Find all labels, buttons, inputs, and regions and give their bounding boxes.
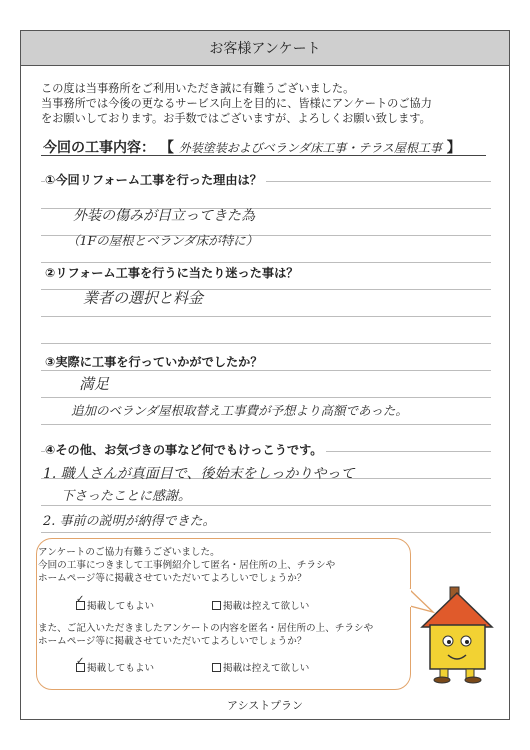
checkbox-checked[interactable]	[76, 663, 85, 672]
work-content-heading	[43, 137, 461, 157]
ruled-line	[41, 370, 491, 371]
q2-option-decline[interactable]	[212, 660, 309, 674]
consent-q1-line: ホームページ等に掲載させていただいてよろしいでしょうか？	[38, 573, 307, 584]
answer-1-line-1: 外装の傷みが目立ってきた為	[73, 208, 255, 224]
consent-q2-line: また、ご記入いただきましたアンケートの内容を匿名・居住所の上、チラシや	[38, 623, 374, 634]
consent-q2	[38, 622, 373, 648]
option-label: 掲載は控えて欲しい	[223, 601, 310, 612]
consent-q1-line: 今回の工事につきまして工事例紹介して匿名・居住所の上、チラシや	[38, 560, 336, 571]
question-4: ④その他、お気づきの事など何でもけっこうです。	[45, 441, 326, 458]
intro-line: 当事務所では今後の更なるサービス向上を目的に、皆様にアンケートのご協力	[41, 97, 432, 110]
page-title: お客様アンケート	[21, 31, 509, 66]
option-label: 掲載は控えて欲しい	[223, 663, 310, 674]
answer-4-line-3: 2. 事前の説明が納得できた。	[43, 514, 216, 529]
bracket-open: 【	[159, 140, 174, 156]
answer-2-line-1: 業者の選択と料金	[83, 289, 204, 307]
option-label: 掲載してもよい	[87, 663, 155, 674]
consent-q2-line: ホームページ等に掲載させていただいてよろしいでしょうか？	[38, 636, 307, 647]
checkbox-unchecked[interactable]	[212, 601, 221, 610]
intro-line: をお願いしております。お手数ではございますが、よろしくお願い致します。	[41, 112, 431, 125]
ruled-line	[41, 316, 491, 317]
intro-line: この度は当事務所をご利用いただき誠に有難うございました。	[41, 82, 355, 95]
consent-q1	[38, 546, 335, 585]
house-mascot-icon	[420, 585, 495, 685]
ruled-line	[41, 505, 491, 506]
ruled-line	[41, 532, 491, 533]
q1-option-decline[interactable]	[212, 598, 309, 612]
question-2: ②リフォーム工事を行うに当たり迷った事は？	[45, 264, 302, 281]
answer-4-line-1: 1. 職人さんが真面目で、後始末をしっかりやって	[43, 466, 355, 482]
work-content-value: 外装塗装およびベランダ床工事・テラス屋根工事	[178, 141, 442, 155]
ruled-line	[41, 397, 491, 398]
work-content-label: 今回の工事内容：	[43, 140, 155, 156]
option-label: 掲載してもよい	[87, 601, 155, 612]
company-name: アシストプラン	[227, 699, 303, 712]
answer-4-line-2: 下さったことに感謝。	[61, 489, 192, 504]
checkbox-unchecked[interactable]	[212, 663, 221, 672]
consent-q1-line: アンケートのご協力有難うございました。	[38, 547, 220, 558]
question-1: ①今回リフォーム工事を行った理由は？	[45, 171, 266, 188]
checkbox-checked[interactable]	[76, 601, 85, 610]
heading-underline	[41, 155, 486, 156]
q2-option-allow[interactable]	[76, 660, 154, 674]
ruled-line	[41, 424, 491, 425]
question-3: ③実際に工事を行っていかがでしたか？	[45, 353, 267, 370]
answer-3-line-2: 追加のベランダ屋根取替え工事費が予想より高額であった。	[71, 403, 408, 418]
intro-text	[41, 81, 491, 126]
answer-1-line-2: （1Fの屋根とベランダ床が特に）	[67, 233, 259, 248]
ruled-line	[41, 262, 491, 263]
ruled-line	[41, 343, 491, 344]
bracket-close: 】	[446, 140, 461, 156]
q1-option-allow[interactable]	[76, 598, 154, 612]
answer-3-line-1: 満足	[79, 375, 110, 393]
